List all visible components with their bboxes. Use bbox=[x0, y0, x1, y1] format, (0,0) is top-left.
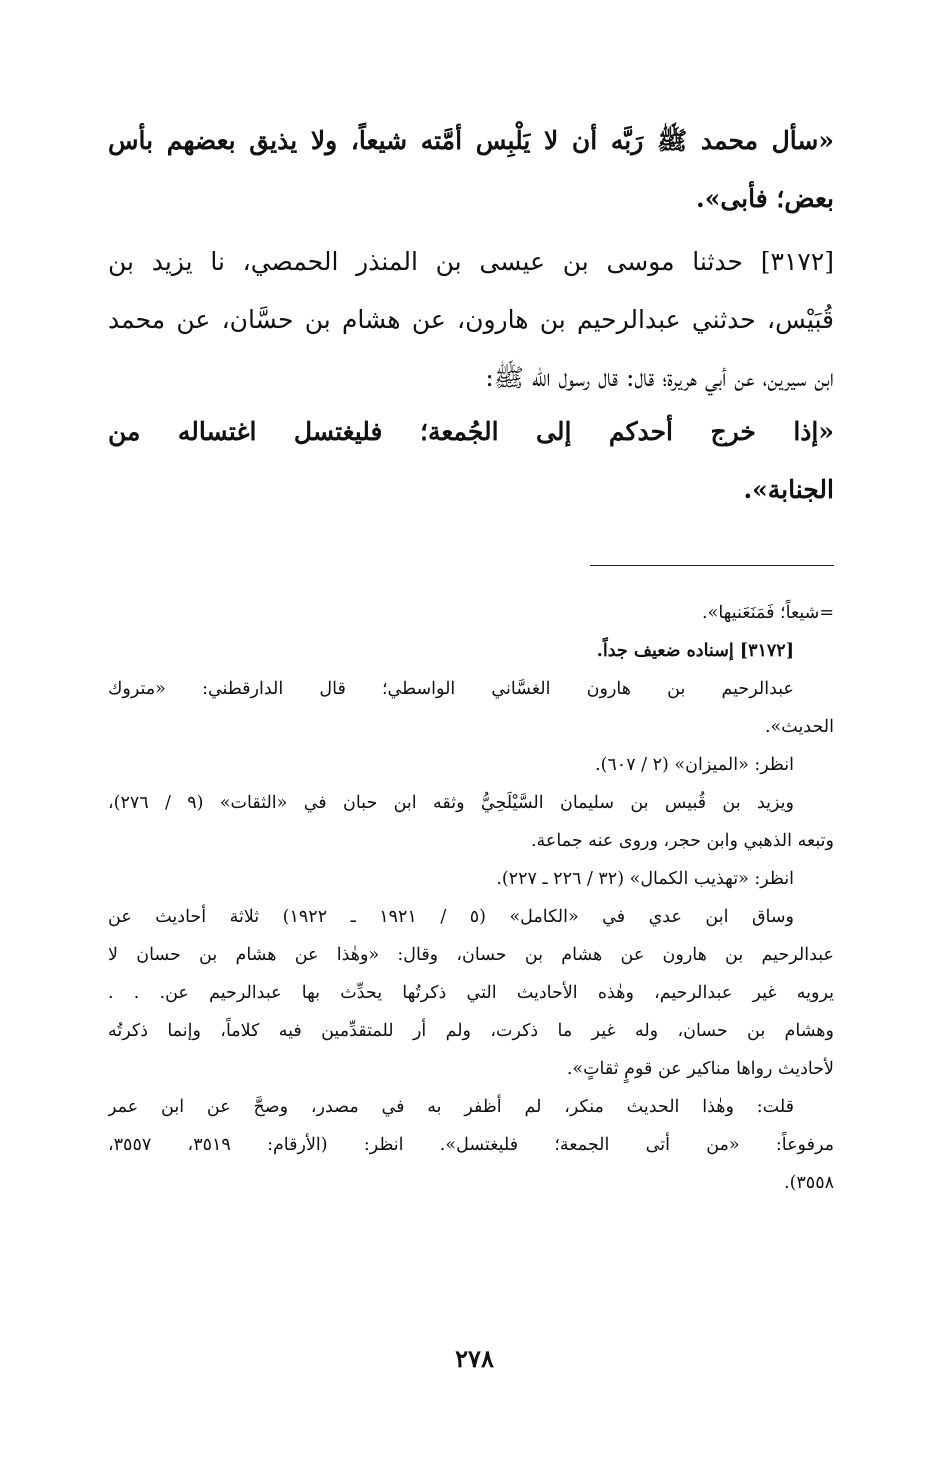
text-line: بعض؛ فأبى». bbox=[696, 184, 834, 213]
footnote-line: وساق ابن عدي في «الكامل» (٥ / ١٩٢١ ـ ١٩٢٢) ثلاثة أحاديث عن bbox=[108, 907, 794, 927]
footnote-line: عبدالرحيم بن هارون الغسَّاني الواسطي؛ قال الدارقطني: «متروك bbox=[108, 679, 794, 699]
footnote-line: ٣٥٥٨). bbox=[784, 1173, 834, 1193]
text-line: «إذا خرج أحدكم إلى الجُمعة؛ فليغتسل اغتساله من bbox=[108, 417, 834, 446]
footnote-line: =شيعاً؛ فَمَنَعَنيها». bbox=[702, 603, 834, 623]
text-line: الجنابة». bbox=[743, 475, 834, 504]
text-line: قُبَيْس، حدثني عبدالرحيم بن هارون، عن هشام بن حسَّان، عن محمد bbox=[108, 305, 834, 334]
page-number: ٢٧٨ bbox=[455, 1344, 494, 1373]
footnote-line: عبدالرحيم بن هارون عن هشام بن حسان، وقال: «وهٰذا عن هشام بن حسان لا bbox=[108, 945, 834, 965]
footnote-divider bbox=[590, 565, 834, 566]
hadith-quote-2 bbox=[108, 403, 834, 519]
footnote-line: انظر: «الميزان» (٢ / ٦٠٧). bbox=[595, 755, 794, 775]
footnotes bbox=[108, 594, 834, 1202]
footnote-line: انظر: «تهذيب الكمال» (٣٢ / ٢٢٦ ـ ٢٢٧). bbox=[496, 869, 794, 889]
hadith-chain-3172 bbox=[108, 233, 834, 407]
footnote-line: قلت: وهٰذا الحديث منكر، لم أظفر به في مصدر، وصحَّ عن ابن عمر bbox=[108, 1097, 794, 1117]
footnote-line: وهشام بن حسان، وله غير ما ذكرت، ولم أر للمتقدِّمين فيه كلاماً، وإنما ذكرتُه bbox=[108, 1021, 834, 1041]
hadith-quote-1 bbox=[108, 112, 834, 228]
text-line: [٣١٧٢] حدثنا موسى بن عيسى بن المنذر الحمصي، نا يزيد بن bbox=[108, 247, 834, 276]
footnote-line: لأحاديث رواها مناكير عن قومٍ ثقاتٍ». bbox=[566, 1059, 834, 1079]
footnote-line: مرفوعاً: «من أتى الجمعة؛ فليغتسل». انظر: (الأرقام: ٣٥١٩، ٣٥٥٧، bbox=[108, 1135, 834, 1155]
footnote-line: وتبعه الذهبي وابن حجر، وروى عنه جماعة. bbox=[530, 831, 834, 851]
footnote-line: الحديث». bbox=[764, 717, 834, 737]
footnote-line: ويزيد بن قُبيس بن سليمان السَّيْلَحِيُّ وثقه ابن حبان في «الثقات» (٩ / ٢٧٦)، bbox=[108, 793, 794, 813]
footnote-line: يرويه غير عبدالرحيم، وهٰذه الأحاديث التي ذكرتُها يحدِّث بها عبدالرحيم عن. . . bbox=[108, 983, 834, 1003]
text-line: ابن سيرين، عن أبي هريرة؛ قال: قال رسول الله ﷺ: bbox=[485, 363, 834, 392]
footnote-heading: [٣١٧٢] إسناده ضعيف جداً. bbox=[596, 641, 794, 661]
text-line: «سأل محمد ﷺ رَبَّه أن لا يَلْبِس أمَّته شيعاً، ولا يذيق بعضهم بأس bbox=[108, 126, 834, 155]
